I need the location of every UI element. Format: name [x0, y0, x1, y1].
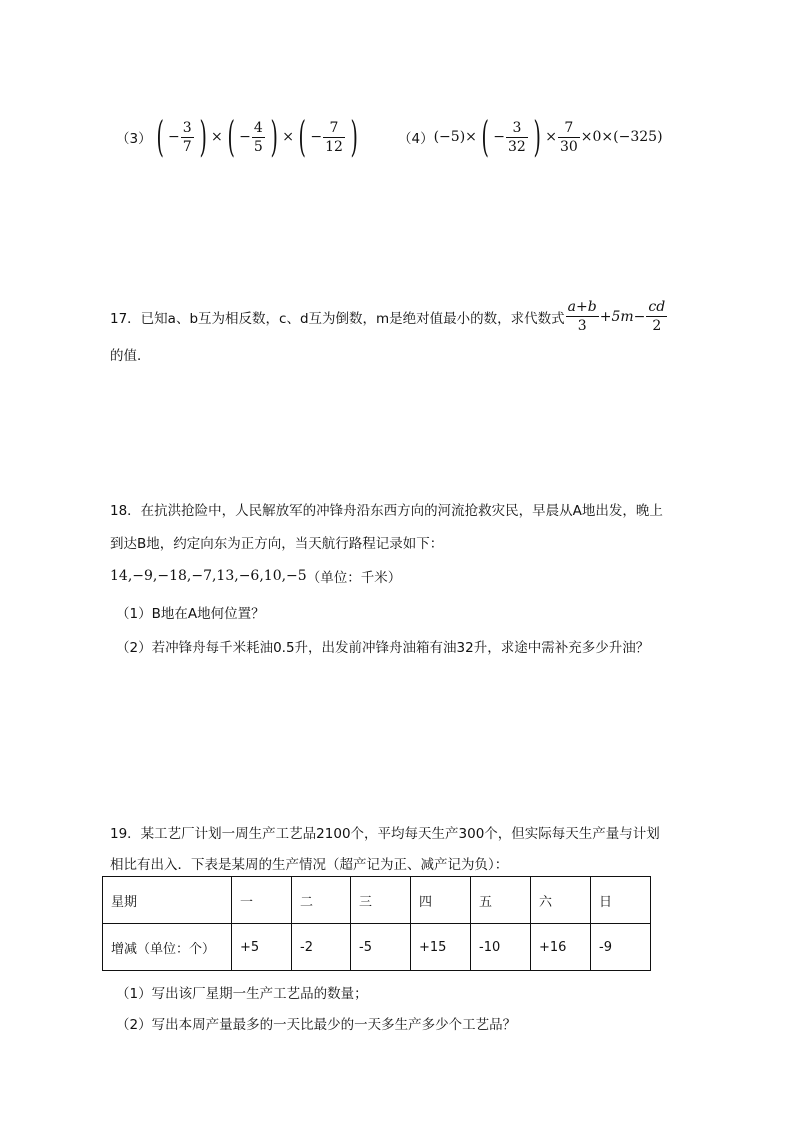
q16-part4-label: （4）: [398, 131, 434, 147]
q19-sub1: （1）写出该厂星期一生产工艺品的数量；: [116, 986, 368, 1002]
q16-part4: （4） (−5) × ( − $\frac{3}{32}$ ) × $\frac{7}{30}$ ×0×(−325): [398, 112, 663, 161]
fraction: $\frac{3}{32}$: [508, 119, 526, 155]
table-cell: -9: [591, 924, 651, 971]
q19-line2: 相比有出入．下表是某周的生产情况（超产记为正、减产记为负）：: [110, 857, 509, 873]
sign: −: [310, 129, 323, 145]
tail-factors: ×0×(−325): [580, 129, 663, 145]
fraction: $\frac{3}{7}$: [182, 119, 192, 155]
times: ×: [545, 129, 557, 145]
q17-line1: [110, 298, 668, 335]
table-cell: +15: [411, 924, 471, 971]
q18-line2: 到达B地，约定向东为正方向，当天航行路程记录如下：: [110, 536, 444, 552]
q19-sub2: （2）写出本周产量最多的一天比最少的一天多生产多少个工艺品？: [116, 1017, 517, 1033]
times: ×: [465, 129, 477, 145]
production-table: [102, 876, 651, 971]
table-row: [103, 924, 651, 971]
table-cell: 日: [591, 877, 651, 924]
q17-mid: +5m−: [599, 308, 646, 325]
table-cell: 五: [471, 877, 531, 924]
table-cell: 星期: [103, 877, 232, 924]
q18-sub1: （1）B地在A地何位置？: [116, 606, 265, 622]
sign: −: [493, 129, 506, 145]
fraction-cd: $\frac{cd}{2}$: [648, 299, 666, 334]
table-cell: 一: [232, 877, 292, 924]
table-row: [103, 877, 651, 924]
q17-text: 17．已知a、b互为相反数，c、d互为倒数，m是绝对值最小的数，求代数式: [110, 310, 565, 327]
times: ×: [282, 129, 294, 145]
fraction: $\frac{7}{12}$: [325, 119, 343, 155]
table-cell: 四: [411, 877, 471, 924]
table-cell: -2: [292, 924, 351, 971]
fraction-a-plus-b: $\frac{a+b}{3}$: [567, 299, 597, 334]
table-cell: 三: [351, 877, 411, 924]
table-cell: +5: [232, 924, 292, 971]
table-cell: 六: [531, 877, 591, 924]
q18-sub2: （2）若冲锋舟每千米耗油0.5升，出发前冲锋舟油箱有油32升，求途中需补充多少升油？: [116, 640, 650, 656]
fraction: $\frac{7}{30}$: [559, 119, 578, 155]
table-cell: 增减（单位：个）: [103, 924, 232, 971]
fraction: $\frac{4}{5}$: [253, 119, 263, 155]
table-cell: -10: [471, 924, 531, 971]
q16-part3-label: （3）: [116, 131, 152, 147]
table-cell: -5: [351, 924, 411, 971]
sign: −: [167, 129, 180, 145]
q16-part3: （3） ( − $\frac{3}{7}$ ) × ( − $\frac{4}{5}$ ) × ( − $\frac{7}{12}$ ): [116, 112, 358, 161]
q18-data-line: [110, 566, 401, 586]
table-cell: 二: [292, 877, 351, 924]
table-cell: +16: [531, 924, 591, 971]
times: ×: [211, 129, 223, 145]
q18-line1: 18．在抗洪抢险中，人民解放军的冲锋舟沿东西方向的河流抢救灾民，早晨从A地出发，晚上: [110, 503, 663, 519]
first-factor: (−5): [433, 129, 466, 145]
q19-line1: 19．某工艺厂计划一周生产工艺品2100个，平均每天生产300个，但实际每天生产量与计划: [110, 826, 660, 842]
q17-line2: 的值．: [110, 348, 151, 364]
q18-unit: （单位：千米）: [306, 570, 402, 586]
sign: −: [239, 129, 251, 145]
q18-data: 14,−9,−18,−7,13,−6,10,−5: [110, 568, 307, 584]
